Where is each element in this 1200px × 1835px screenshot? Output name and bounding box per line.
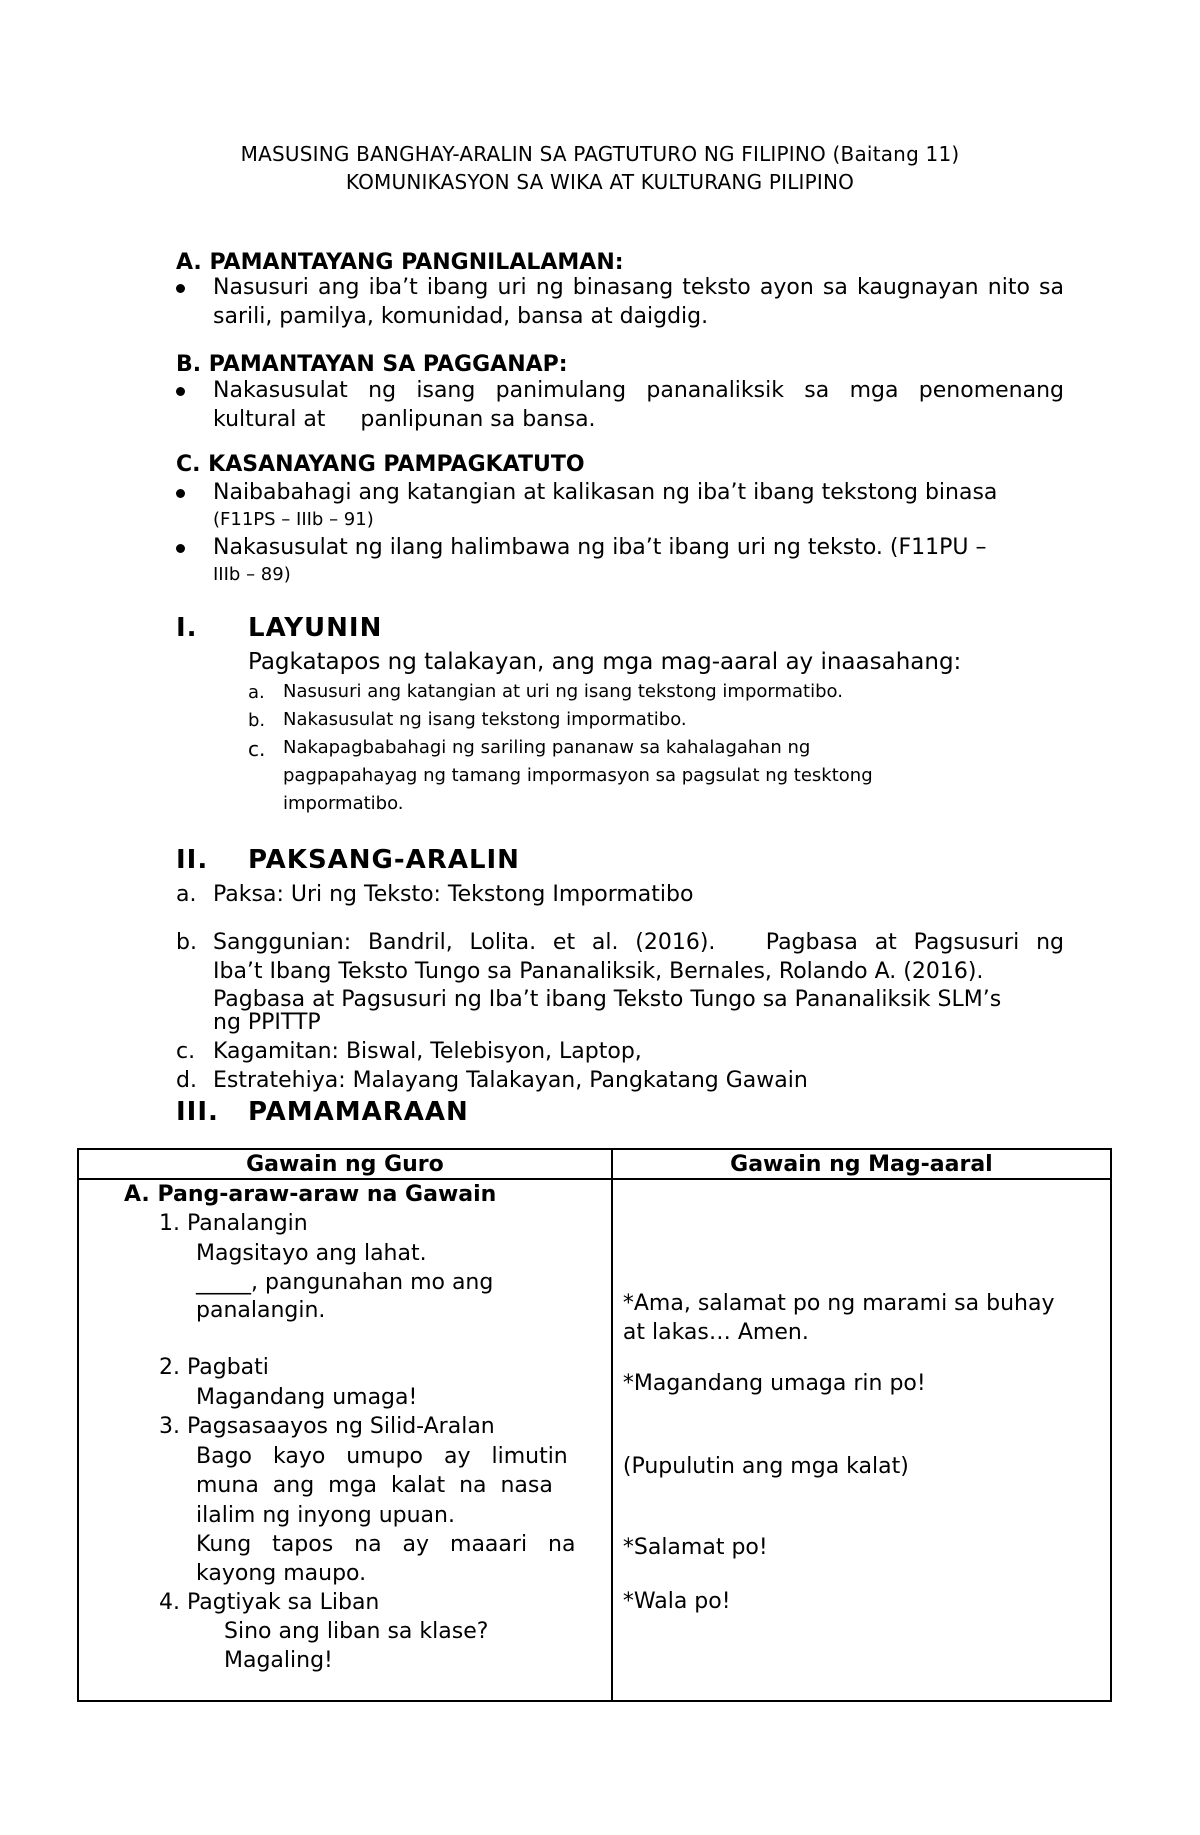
pamamaraan-number: III. [176, 1097, 219, 1127]
layunin-item-c-line1: Nakapagbabahagi ng sariling pananaw sa kahalagahan ng [283, 737, 811, 758]
section-b-text-line2: kultural at panlipunan sa bansa. [213, 407, 596, 432]
layunin-item-letter: b. [248, 710, 266, 731]
kagamitan-letter: c. [176, 1039, 196, 1064]
paksa-text: Paksa: Uri ng Teksto: Tekstong Impormatibo [213, 882, 694, 907]
estratehiya-text: Estratehiya: Malayang Talakayan, Pangkatang Gawain [213, 1068, 808, 1093]
bullet-icon [176, 284, 185, 293]
magaaral-line: at lakas… Amen. [622, 1320, 809, 1345]
section-b-heading: B. PAMANTAYAN SA PAGGANAP: [176, 352, 568, 377]
guro-line: Sino ang liban sa klase? [224, 1619, 489, 1644]
layunin-item-c-line2: pagpapahayag ng tamang impormasyon sa pagsulat ng tesktong [283, 765, 873, 786]
layunin-heading [176, 613, 382, 643]
magaaral-line: *Magandang umaga rin po! [622, 1371, 926, 1396]
section-c-item1-text: Naibabahagi ang katangian at kalikasan ng iba’t ibang tekstong binasa [213, 480, 998, 505]
section-b-text-line1: Nakasusulat ng isang panimulang pananaliksik sa mga penomenang [213, 378, 1064, 403]
section-c-item2-code: IIIb – 89) [213, 564, 291, 585]
paksang-aralin-label: PAKSANG-ARALIN [248, 845, 520, 875]
magaaral-line: *Salamat po! [622, 1535, 768, 1560]
section-c-item1-code: (F11PS – IIIb – 91) [213, 509, 374, 530]
layunin-item-letter: a. [248, 682, 265, 703]
sanggunian-letter: b. [176, 930, 197, 955]
guro-line: Magsitayo ang lahat. [196, 1241, 427, 1266]
guro-step-1: 1. Panalangin [159, 1211, 308, 1236]
magaaral-cell [612, 1179, 1111, 1701]
layunin-item-c-line3: impormatibo. [283, 793, 404, 814]
column-header-guro: Gawain ng Guro [78, 1149, 612, 1179]
document-subtitle: KOMUNIKASYON SA WIKA AT KULTURANG PILIPINO [345, 170, 855, 194]
layunin-label: LAYUNIN [248, 613, 383, 643]
pamamaraan-label: PAMAMARAAN [248, 1097, 469, 1127]
section-c-item2-text: Nakasusulat ng ilang halimbawa ng iba’t ibang uri ng teksto. (F11PU – [213, 535, 987, 560]
magaaral-line: *Wala po! [622, 1589, 731, 1614]
guro-line: Kung tapos na ay maaari na [196, 1532, 576, 1557]
paksang-aralin-heading [176, 845, 520, 875]
guro-line: _____, pangunahan mo ang [196, 1270, 494, 1295]
sanggunian-line2: Iba’t Ibang Teksto Tungo sa Pananaliksik, Bernales, Rolando A. (2016). [213, 959, 984, 984]
guro-line: kayong maupo. [196, 1561, 367, 1586]
guro-cell [78, 1179, 612, 1701]
guro-step-3: 3. Pagsasaayos ng Silid-Aralan [159, 1414, 495, 1439]
activities-table [77, 1148, 1112, 1702]
guro-section-heading: A. Pang-araw-araw na Gawain [124, 1182, 497, 1207]
magaaral-line: (Pupulutin ang mga kalat) [622, 1454, 909, 1479]
section-c-heading: C. KASANAYANG PAMPAGKATUTO [176, 452, 585, 477]
bullet-icon [176, 544, 185, 553]
layunin-item-letter: c. [248, 737, 266, 761]
paksang-aralin-number: II. [176, 845, 209, 875]
section-a-text: Nasusuri ang iba’t ibang uri ng binasang teksto ayon sa kaugnayan nito sa sarili, pamilya, komunidad, bansa at daigdig. [213, 275, 1064, 329]
guro-step-2: 2. Pagbati [159, 1355, 269, 1380]
kagamitan-text: Kagamitan: Biswal, Telebisyon, Laptop, [213, 1039, 642, 1064]
guro-line: Magaling! [224, 1648, 333, 1673]
paksa-letter: a. [176, 882, 197, 907]
layunin-number: I. [176, 613, 198, 643]
sanggunian-line3: Pagbasa at Pagsusuri ng Iba’t ibang Teksto Tungo sa Pananaliksik SLM’s [213, 987, 1002, 1012]
document-title: MASUSING BANGHAY-ARALIN SA PAGTUTURO NG FILIPINO (Baitang 11) [240, 142, 960, 166]
layunin-item-b: Nakasusulat ng isang tekstong impormatibo. [283, 709, 687, 730]
guro-line: ilalim ng inyong upuan. [196, 1503, 455, 1528]
guro-line: Magandang umaga! [196, 1385, 418, 1410]
guro-line: muna ang mga kalat na nasa [196, 1473, 553, 1498]
layunin-item-a: Nasusuri ang katangian at uri ng isang tekstong impormatibo. [283, 681, 843, 702]
guro-line: panalangin. [196, 1298, 326, 1323]
guro-line: Bago kayo umupo ay limutin [196, 1444, 568, 1469]
sanggunian-line1: Sanggunian: Bandril, Lolita. et al. (2016). Pagbasa at Pagsusuri ng [213, 930, 1064, 955]
sanggunian-line4: ng PPITTP [213, 1010, 321, 1035]
pamamaraan-heading [176, 1097, 469, 1127]
magaaral-line: *Ama, salamat po ng marami sa buhay [622, 1291, 1055, 1316]
section-a-heading: A. PAMANTAYANG PANGNILALAMAN: [176, 250, 624, 275]
table-header-row [78, 1149, 1111, 1179]
column-header-magaaral: Gawain ng Mag-aaral [612, 1149, 1111, 1179]
table-row [78, 1179, 1111, 1701]
guro-step-4: 4. Pagtiyak sa Liban [159, 1590, 380, 1615]
bullet-icon [176, 489, 185, 498]
estratehiya-letter: d. [176, 1068, 197, 1093]
bullet-icon [176, 387, 185, 396]
layunin-intro: Pagkatapos ng talakayan, ang mga mag-aaral ay inaasahang: [248, 649, 962, 675]
